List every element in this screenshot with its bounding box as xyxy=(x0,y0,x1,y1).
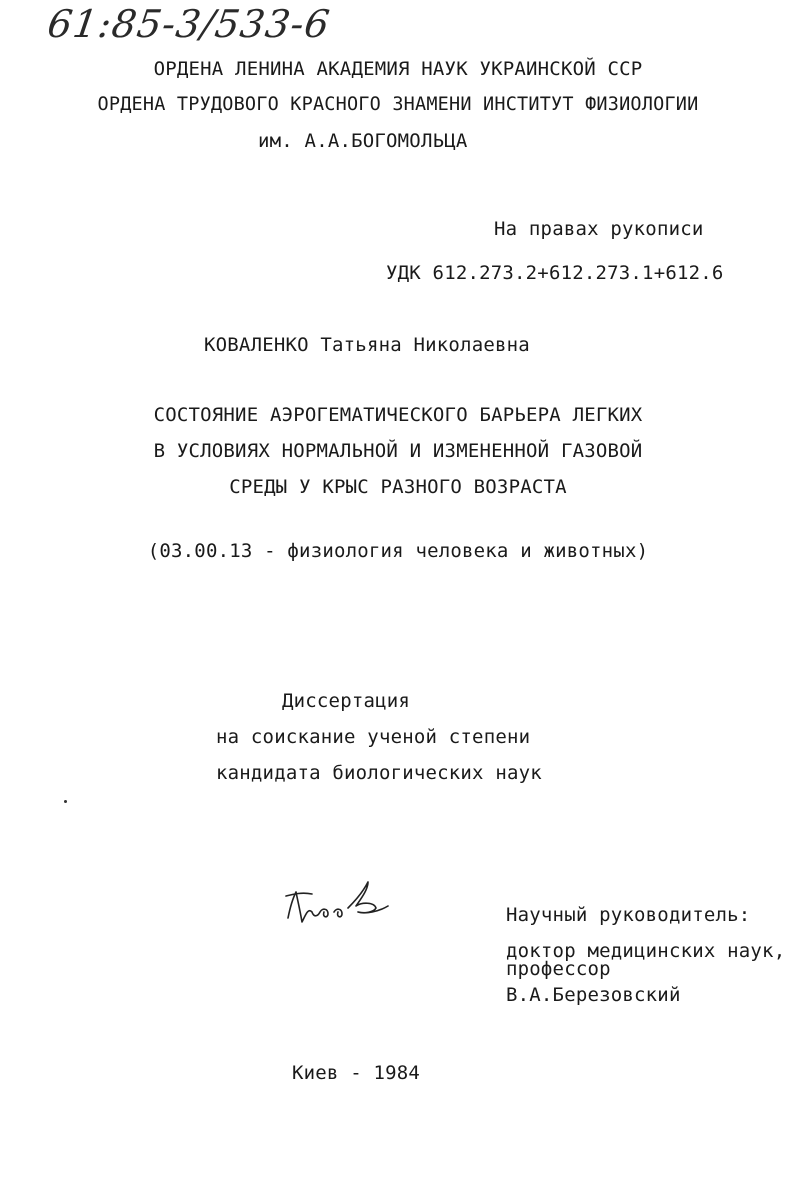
handwritten-signature xyxy=(282,878,392,933)
supervisor-degree: доктор медицинских наук, xyxy=(506,940,786,962)
header-academy: ОРДЕНА ЛЕНИНА АКАДЕМИЯ НАУК УКРАИНСКОЙ ССР xyxy=(153,58,643,80)
header-institute: ОРДЕНА ТРУДОВОГО КРАСНОГО ЗНАМЕНИ ИНСТИТУТ ФИЗИОЛОГИИ xyxy=(97,94,699,115)
speck-mark xyxy=(64,800,67,803)
supervisor-title: профессор xyxy=(506,958,611,980)
degree-field: кандидата биологических наук xyxy=(216,762,542,784)
archive-number-handwritten: 61:85-3/533-6 xyxy=(44,2,333,46)
degree-type: Диссертация xyxy=(282,690,411,712)
degree-purpose: на соискание ученой степени xyxy=(216,726,531,748)
supervisor-label: Научный руководитель: xyxy=(506,904,751,926)
city-year: Киев - 1984 xyxy=(292,1062,421,1084)
specialty-code: (03.00.13 - физиология человека и животных) xyxy=(147,540,649,562)
supervisor-name: В.А.Березовский xyxy=(506,984,681,1006)
title-line-2: В УСЛОВИЯХ НОРМАЛЬНОЙ И ИЗМЕНЕННОЙ ГАЗОВОЙ xyxy=(153,440,643,462)
header-institute-name: им. А.А.БОГОМОЛЬЦА xyxy=(258,130,468,152)
title-line-3: СРЕДЫ У КРЫС РАЗНОГО ВОЗРАСТА xyxy=(229,476,567,498)
rights-note: На правах рукописи xyxy=(494,218,704,240)
udc-code: УДК 612.273.2+612.273.1+612.6 xyxy=(386,262,724,284)
author-name: КОВАЛЕНКО Татьяна Николаевна xyxy=(204,334,530,356)
title-line-1: СОСТОЯНИЕ АЭРОГЕМАТИЧЕСКОГО БАРЬЕРА ЛЕГКИХ xyxy=(153,404,643,426)
